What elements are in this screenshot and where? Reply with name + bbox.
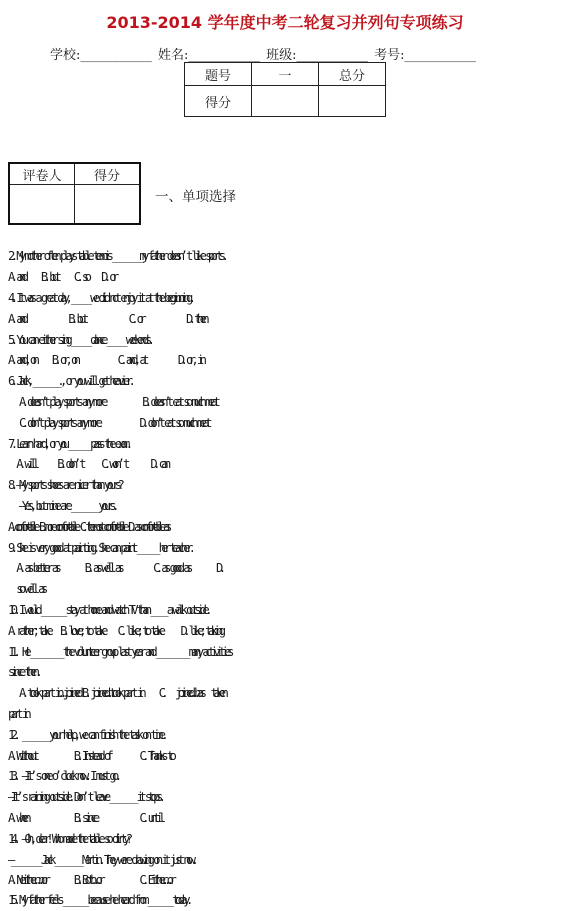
grader-table [8,162,141,225]
question-line: A. and B. but C. or D. then [8,312,206,326]
question-line: 12. _________ your help, we can finish the task on time. [8,728,165,742]
grader-score-header: 得分 [75,163,141,185]
question-line: 15. My father feels ________ because he heard from ________ today. [8,893,189,907]
question-line: since then. [8,665,39,679]
question-line: —It’ s raining outside. Don’ t leave _________ it stops. [8,790,162,804]
question-line: A. comfortable B. more comfortable C. the most comfortable D. as comfortable as [8,520,167,534]
question-line: 8. —My sports shoes are nicer than yours? [8,478,121,492]
score-table [184,62,386,117]
question-line: 5. You can either sing ______ dance ______ weekends. [8,333,151,347]
score-cell-section-1 [252,86,319,117]
question-line: part in [8,707,28,721]
question-line: 4. It was a great day, ______ we did not enjoy it at the beginning. [8,291,192,305]
question-line: 9. She is very good at painting. She can paint _______ her teacher. [8,541,192,555]
question-line: A. Neither…nor B. Both…or C. Either…or [8,873,173,887]
question-line: A. will B. don’ t C. won’ t D. can [8,457,167,471]
question-line: A. rather; take B. love; to take C. like; to take D. like; taking [8,624,222,638]
grader-header: 评卷人 [9,163,75,185]
name-field: 姓名:___________ [158,48,260,63]
question-line: A. Without B. Instead of C. Thanks to [8,749,173,763]
number-field: 考号:___________ [374,48,476,63]
question-line: A. took part in…joined B. joined…took part in C. joined…has taken [8,686,225,700]
question-line: so well as [8,582,44,596]
grader-cell [9,185,75,225]
question-line: —__________ Jack _________ Martin. They were drawing on it just now. [8,853,195,867]
question-line: 7. Learn hard, or you _______ pass the exam. [8,437,129,451]
question-line: A. and, on B. or, on C. and, at D. or, in [8,353,203,367]
question-line: 6. Jack, _________., or you will get heavier. [8,374,132,388]
score-header-total: 总分 [319,63,386,86]
class-field: 班级:___________ [266,48,368,63]
grader-score-cell [75,185,141,225]
question-line: A. and B. but C. so D. or [8,270,115,284]
score-header-section-1: 一 [252,63,319,86]
section-title: 一、单项选择 [155,189,236,205]
question-line: 13. —It’ s one o’ clock now. I must go. [8,769,118,783]
question-line: —Yes, but mine are _________ yours. [8,499,115,513]
score-cell-total [319,86,386,117]
question-line: A. as better as B. as well as C. as good as D. [8,561,222,575]
page-title: 2013-2014 学年度中考二轮复习并列句专项练习 [106,13,464,32]
score-row-label: 得分 [185,86,252,117]
question-line: 2. My mother often plays table tennis __________my father doesn’ t like sports. [8,249,225,263]
question-line: C. don’t play sports any more D. don’t eat so much meat [8,416,208,430]
question-line: A. doesn’t play sports any more B. doesn’t eat so much meat [8,395,217,409]
school-field: 学校:___________ [50,48,152,63]
question-line: A. when B. since C. until [8,811,162,825]
question-line: 11. He ___________ the volunteer group last year and ___________ many activities [8,645,230,659]
question-line: 10. I would ________ stay at home and watch TV than _____ a walk outside. [8,603,208,617]
question-line: 14. —Oh, dear! Who made the table so dirty? [8,832,129,846]
score-header-label: 题号 [185,63,252,86]
student-info-row [50,44,476,63]
